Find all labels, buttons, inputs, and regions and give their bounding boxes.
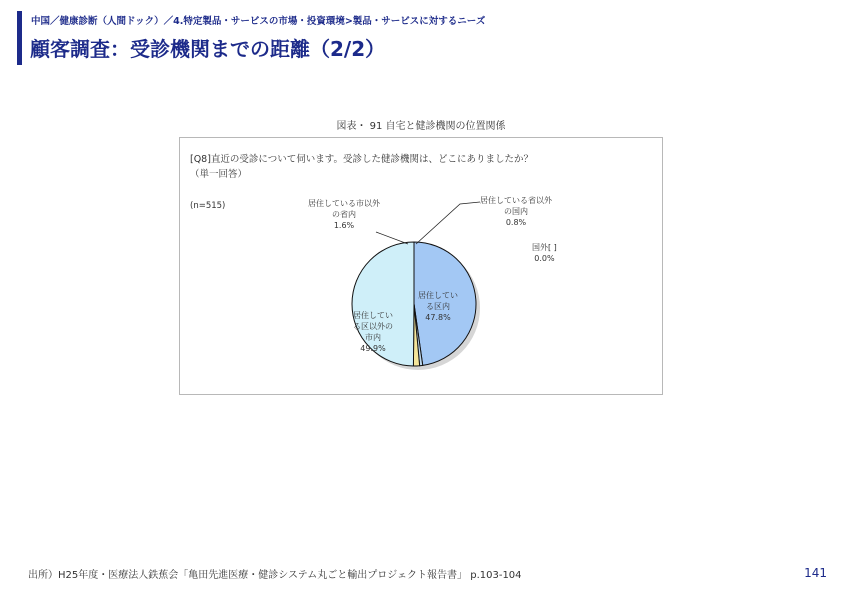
slice-label-text: の国内 bbox=[504, 207, 528, 216]
slice-label-province bbox=[308, 198, 380, 231]
sample-size: (n=515) bbox=[190, 201, 226, 211]
chart-frame bbox=[179, 137, 663, 395]
slice-label-text: る区以外の bbox=[353, 322, 393, 331]
question-text: [Q8]直近の受診について伺います。受診した健診機関は、どこにありましたか？ bbox=[190, 154, 533, 165]
slice-label-value: 49.9% bbox=[360, 344, 386, 353]
slice-label-value: 0.8% bbox=[505, 218, 527, 227]
figure-caption: 図表・ 91 自宅と健診機関の位置関係 bbox=[336, 121, 506, 132]
page-title: 顧客調査：受診機関までの距離（2/2） bbox=[30, 37, 386, 61]
slice-label-value: 1.6% bbox=[333, 221, 355, 230]
slice-label-value: 0.0% bbox=[534, 254, 555, 263]
leader-line-province bbox=[376, 232, 408, 244]
slice-label-text: 国外[ ] bbox=[532, 243, 557, 252]
leader-line-country bbox=[416, 202, 480, 244]
slice-label-country bbox=[480, 195, 552, 228]
slice-label-text: 居住している省以外 bbox=[480, 196, 552, 205]
pie-chart bbox=[180, 138, 662, 394]
title-accent-bar bbox=[17, 11, 22, 65]
slice-label-ward bbox=[418, 290, 458, 323]
slice-label-text: の省内 bbox=[332, 210, 356, 219]
breadcrumb: 中国／健康診断（人間ドック）／4.特定製品・サービスの市場・投資環境>製品・サービスに対するニーズ bbox=[31, 16, 486, 27]
slice-label-text: 居住している市以外 bbox=[308, 199, 380, 208]
slice-label-text: 市内 bbox=[365, 333, 381, 342]
source-note: 出所）H25年度・医療法人鉄蕉会「亀田先進医療・健診システム丸ごと輸出プロジェクト報告書」 p.103-104 bbox=[28, 570, 522, 581]
slice-label-value: 47.8% bbox=[425, 313, 451, 322]
slice-label-text: 居住してい bbox=[353, 311, 393, 320]
slice-label-text: る区内 bbox=[426, 302, 450, 311]
slice-label-city bbox=[353, 310, 393, 354]
page-number: 141 bbox=[804, 566, 827, 580]
slice-label-text: 居住してい bbox=[418, 291, 458, 300]
question-note: （単一回答） bbox=[190, 169, 248, 180]
slice-label-abroad bbox=[532, 242, 557, 264]
